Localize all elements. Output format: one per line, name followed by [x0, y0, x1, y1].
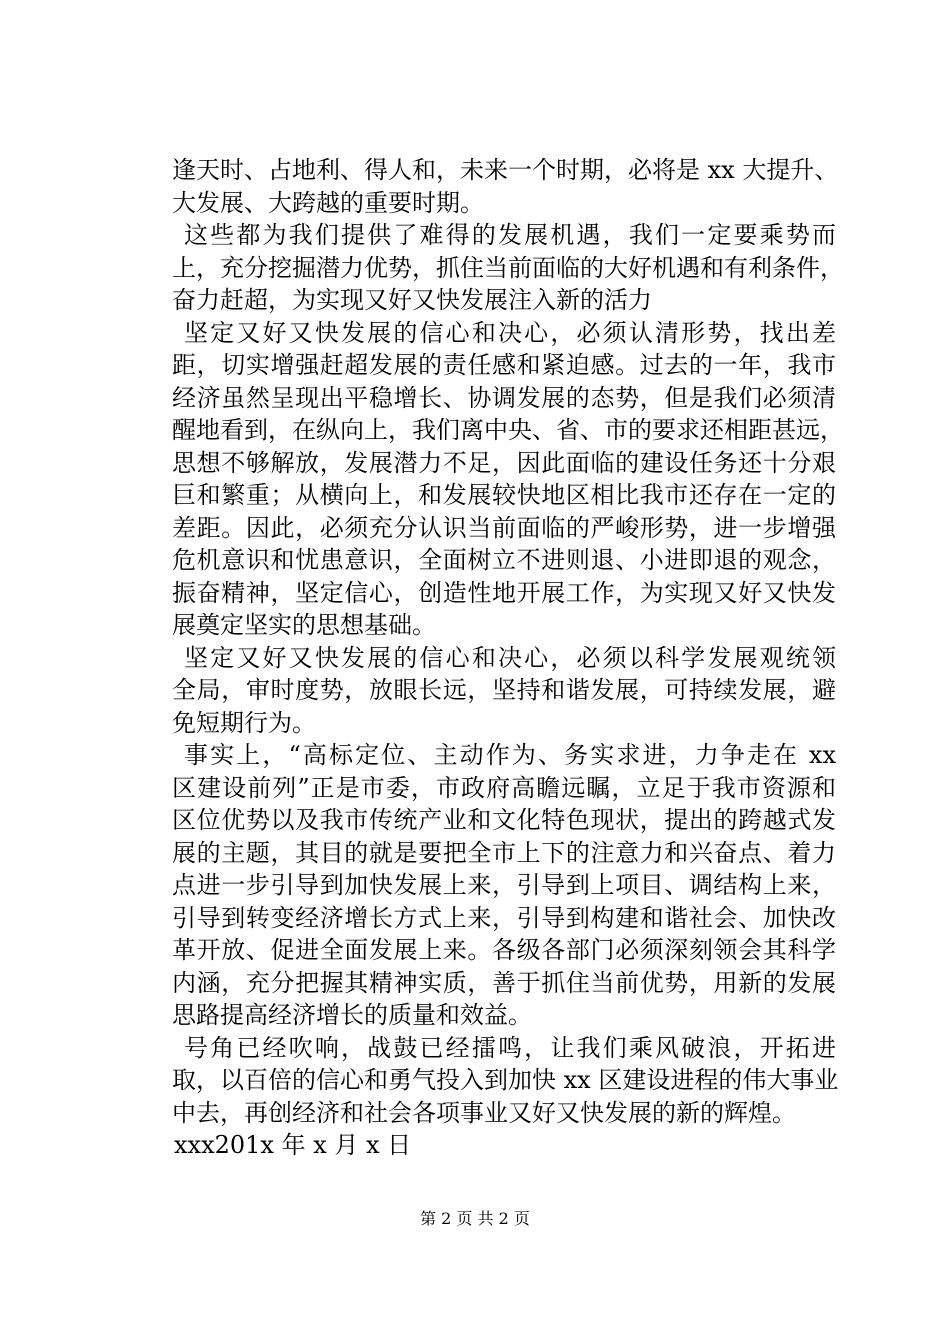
text-line: 巨和繁重；从横向上，和发展较快地区相比我市还存在一定的 [172, 481, 836, 509]
text-line: 距，切实增强赶超发展的责任感和紧迫感。过去的一年，我市 [172, 351, 836, 379]
text-line: 上，充分挖掘潜力优势，抓住当前面临的大好机遇和有利条件， [172, 253, 844, 282]
text-line: 区位优势以及我市传统产业和文化特色现状，提出的跨越式发 [172, 806, 836, 834]
paragraph-start-line: 事实上，“高标定位、主动作为、务实求进，力争走在 xx [184, 741, 836, 769]
text-line: 差距。因此，必须充分认识当前面临的严峻形势，进一步增强 [172, 513, 836, 542]
text-line: 经济虽然呈现出平稳增长、协调发展的态势，但是我们必须清 [172, 383, 836, 412]
text-line: 危机意识和忧患意识，全面树立不进则退、小进即退的观念， [172, 546, 836, 574]
text-line: 振奋精神，坚定信心，创造性地开展工作，为实现又好又快发 [172, 578, 836, 607]
text-line: 区建设前列”正是市委，市政府高瞻远瞩，立足于我市资源和 [172, 773, 836, 802]
text-line: 奋力赶超，为实现又好又快发展注入新的活力 [172, 286, 652, 314]
signature-date: xxx201x 年 x 月 x 日 [174, 1131, 412, 1159]
page-number-label: 第 2 页 共 2 页 [420, 1209, 530, 1228]
text-line: 思想不够解放，发展潜力不足，因此面临的建设任务还十分艰 [172, 448, 836, 477]
paragraph-start-line: 坚定又好又快发展的信心和决心，必须以科学发展观统领 [184, 643, 836, 672]
paragraph-start-line: 这些都为我们提供了难得的发展机遇，我们一定要乘势而 [184, 221, 836, 249]
text-line: 逢天时、占地利、得人和，未来一个时期，必将是 xx 大提升、 [172, 156, 839, 184]
text-line: 中去，再创经济和社会各项事业又好又快发展的新的辉煌。 [172, 1098, 796, 1127]
paragraph-start-line: 号角已经吹响，战鼓已经擂鸣，让我们乘风破浪，开拓进 [184, 1033, 836, 1062]
text-line: 思路提高经济增长的质量和效益。 [172, 1001, 532, 1029]
text-line: 免短期行为。 [172, 708, 316, 737]
text-line: 点进一步引导到加快发展上来，引导到上项目、调结构上来， [172, 871, 836, 899]
text-line: 大发展、大跨越的重要时期。 [172, 188, 484, 217]
text-line: 展奠定坚实的思想基础。 [172, 611, 436, 639]
text-line: 展的主题，其目的就是要把全市上下的注意力和兴奋点、着力 [172, 838, 836, 867]
document-body [172, 154, 844, 1162]
text-line: 取，以百倍的信心和勇气投入到加快 xx 区建设进程的伟大事业 [172, 1066, 839, 1094]
text-line: 内涵，充分把握其精神实质，善于抓住当前优势，用新的发展 [172, 968, 836, 997]
page-footer [0, 1208, 950, 1230]
text-line: 革开放、促进全面发展上来。各级各部门必须深刻领会其科学 [172, 936, 836, 964]
text-line: 引导到转变经济增长方式上来，引导到构建和谐社会、加快改 [172, 903, 836, 932]
text-line: 醒地看到，在纵向上，我们离中央、省、市的要求还相距甚远， [172, 416, 844, 444]
text-line: 全局，审时度势，放眼长远，坚持和谐发展，可持续发展，避 [172, 676, 836, 704]
paragraph-start-line: 坚定又好又快发展的信心和决心，必须认清形势，找出差 [184, 318, 836, 347]
